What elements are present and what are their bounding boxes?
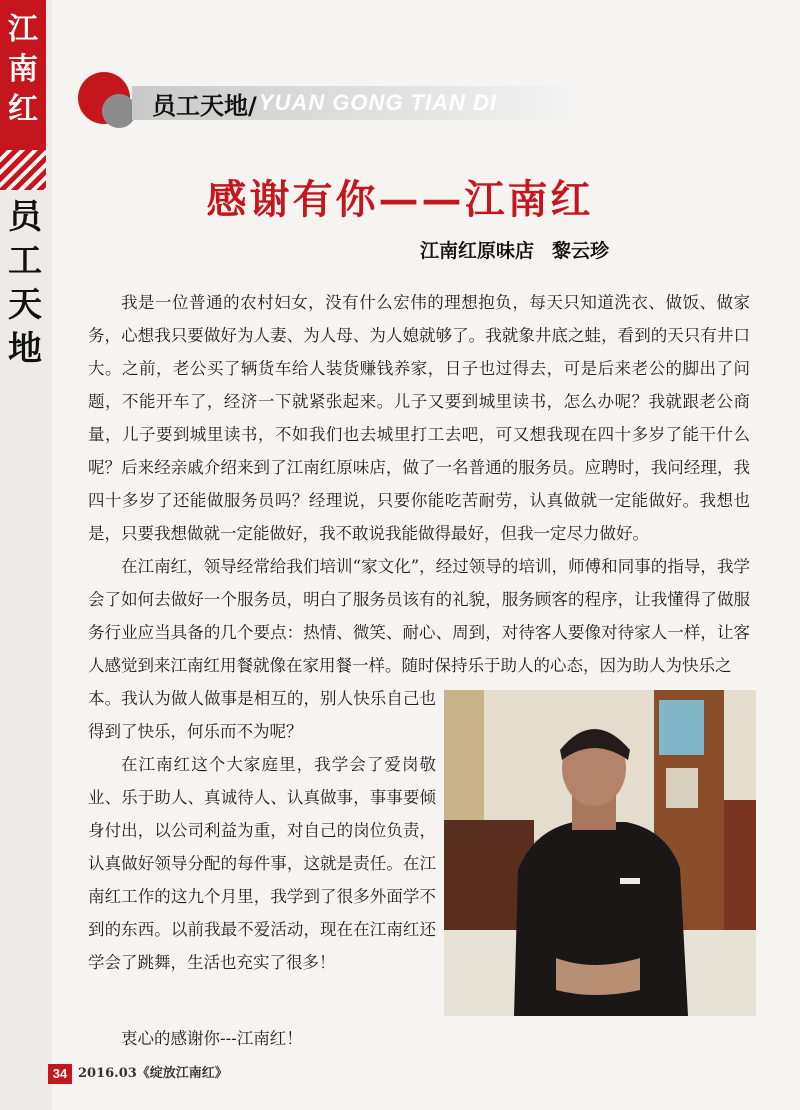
- author-photo: [444, 690, 756, 1016]
- brand-vertical-logo: [0, 0, 46, 150]
- section-char: 工: [8, 241, 42, 281]
- section-header-en: YUAN GONG TIAN DI: [258, 90, 497, 115]
- closing-line: 衷心的感谢你---江南红！: [121, 1029, 303, 1048]
- paragraph-text: 在江南红，领导经常给我们培训“家文化”，经过领导的培训，师傅和同事的指导，我学会了如何去做好一个服务员，明白了服务员该有的礼貌，服务顾客的程序，让我懂得了做服务行业应当具备的几个要点：热情、微笑、耐心、周到，对待客人要像对待家人一样，让客人感觉到来江南红用餐就像在家用餐一样。随时保持乐于助人的心态，因为助人为快乐之: [88, 557, 750, 675]
- paragraph-text: 本。我认为做人做事是相互的，别人快乐自己也得到了快乐，何乐而不为呢？: [88, 689, 436, 741]
- gray-circle-ornament: [102, 94, 136, 128]
- author-org: 江南红原味店: [420, 240, 535, 262]
- section-char: 天: [8, 285, 42, 325]
- section-header-cn: 员工天地/: [152, 91, 257, 120]
- portrait-illustration: [444, 690, 756, 1016]
- article-title: 感谢有你——江南红: [206, 176, 594, 223]
- issue-footer: 2016.03《绽放江南红》: [78, 1066, 228, 1081]
- brand-char: 红: [8, 92, 38, 127]
- article-paragraph: [88, 286, 750, 550]
- brand-char: 江: [8, 12, 38, 47]
- brand-char: 南: [8, 52, 38, 87]
- paragraph-text: 在江南红这个大家庭里，我学会了爱岗敬业、乐于助人、真诚待人、认真做事，事事要倾身付出，以公司利益为重，对自己的岗位负责，认真做好领导分配的每件事，这就是责任。在江南红工作的这九个月里，我学到了很多外面学不到的东西。以前我最不爱活动，现在在江南红还学会了跳舞，生活也充实了很多！: [88, 755, 436, 972]
- section-char: 员: [8, 197, 42, 237]
- section-char: 地: [8, 329, 42, 369]
- byline: [420, 236, 609, 263]
- page-number: 34: [48, 1064, 72, 1084]
- article-paragraph: [88, 682, 436, 748]
- article-paragraph: [88, 748, 436, 979]
- paragraph-text: 我是一位普通的农村妇女，没有什么宏伟的理想抱负，每天只知道洗衣、做饭、做家务，心想我只要做好为人妻、为人母、为人媳就够了。我就象井底之蛙，看到的天只有井口大。之前，老公买了辆货车给人装货赚钱养家，日子也过得去，可是后来老公的脚出了问题，不能开车了，经济一下就紧张起来。儿子又要到城里读书，怎么办呢？我就跟老公商量，儿子要到城里读书，不如我们也去城里打工去吧，可又想我现在四十多岁了能干什么呢？后来经亲戚介绍来到了江南红原味店，做了一名普通的服务员。应聘时，我问经理，我四十多岁了还能做服务员吗？经理说，只要你能吃苦耐劳，认真做就一定能做好。我想也是，只要我想做就一定能做好，我不敢说我能做得最好，但我一定尽力做好。: [88, 293, 750, 543]
- author-name: 黎云珍: [552, 240, 610, 262]
- article-paragraph: [88, 550, 750, 682]
- section-header-bar: [132, 86, 577, 120]
